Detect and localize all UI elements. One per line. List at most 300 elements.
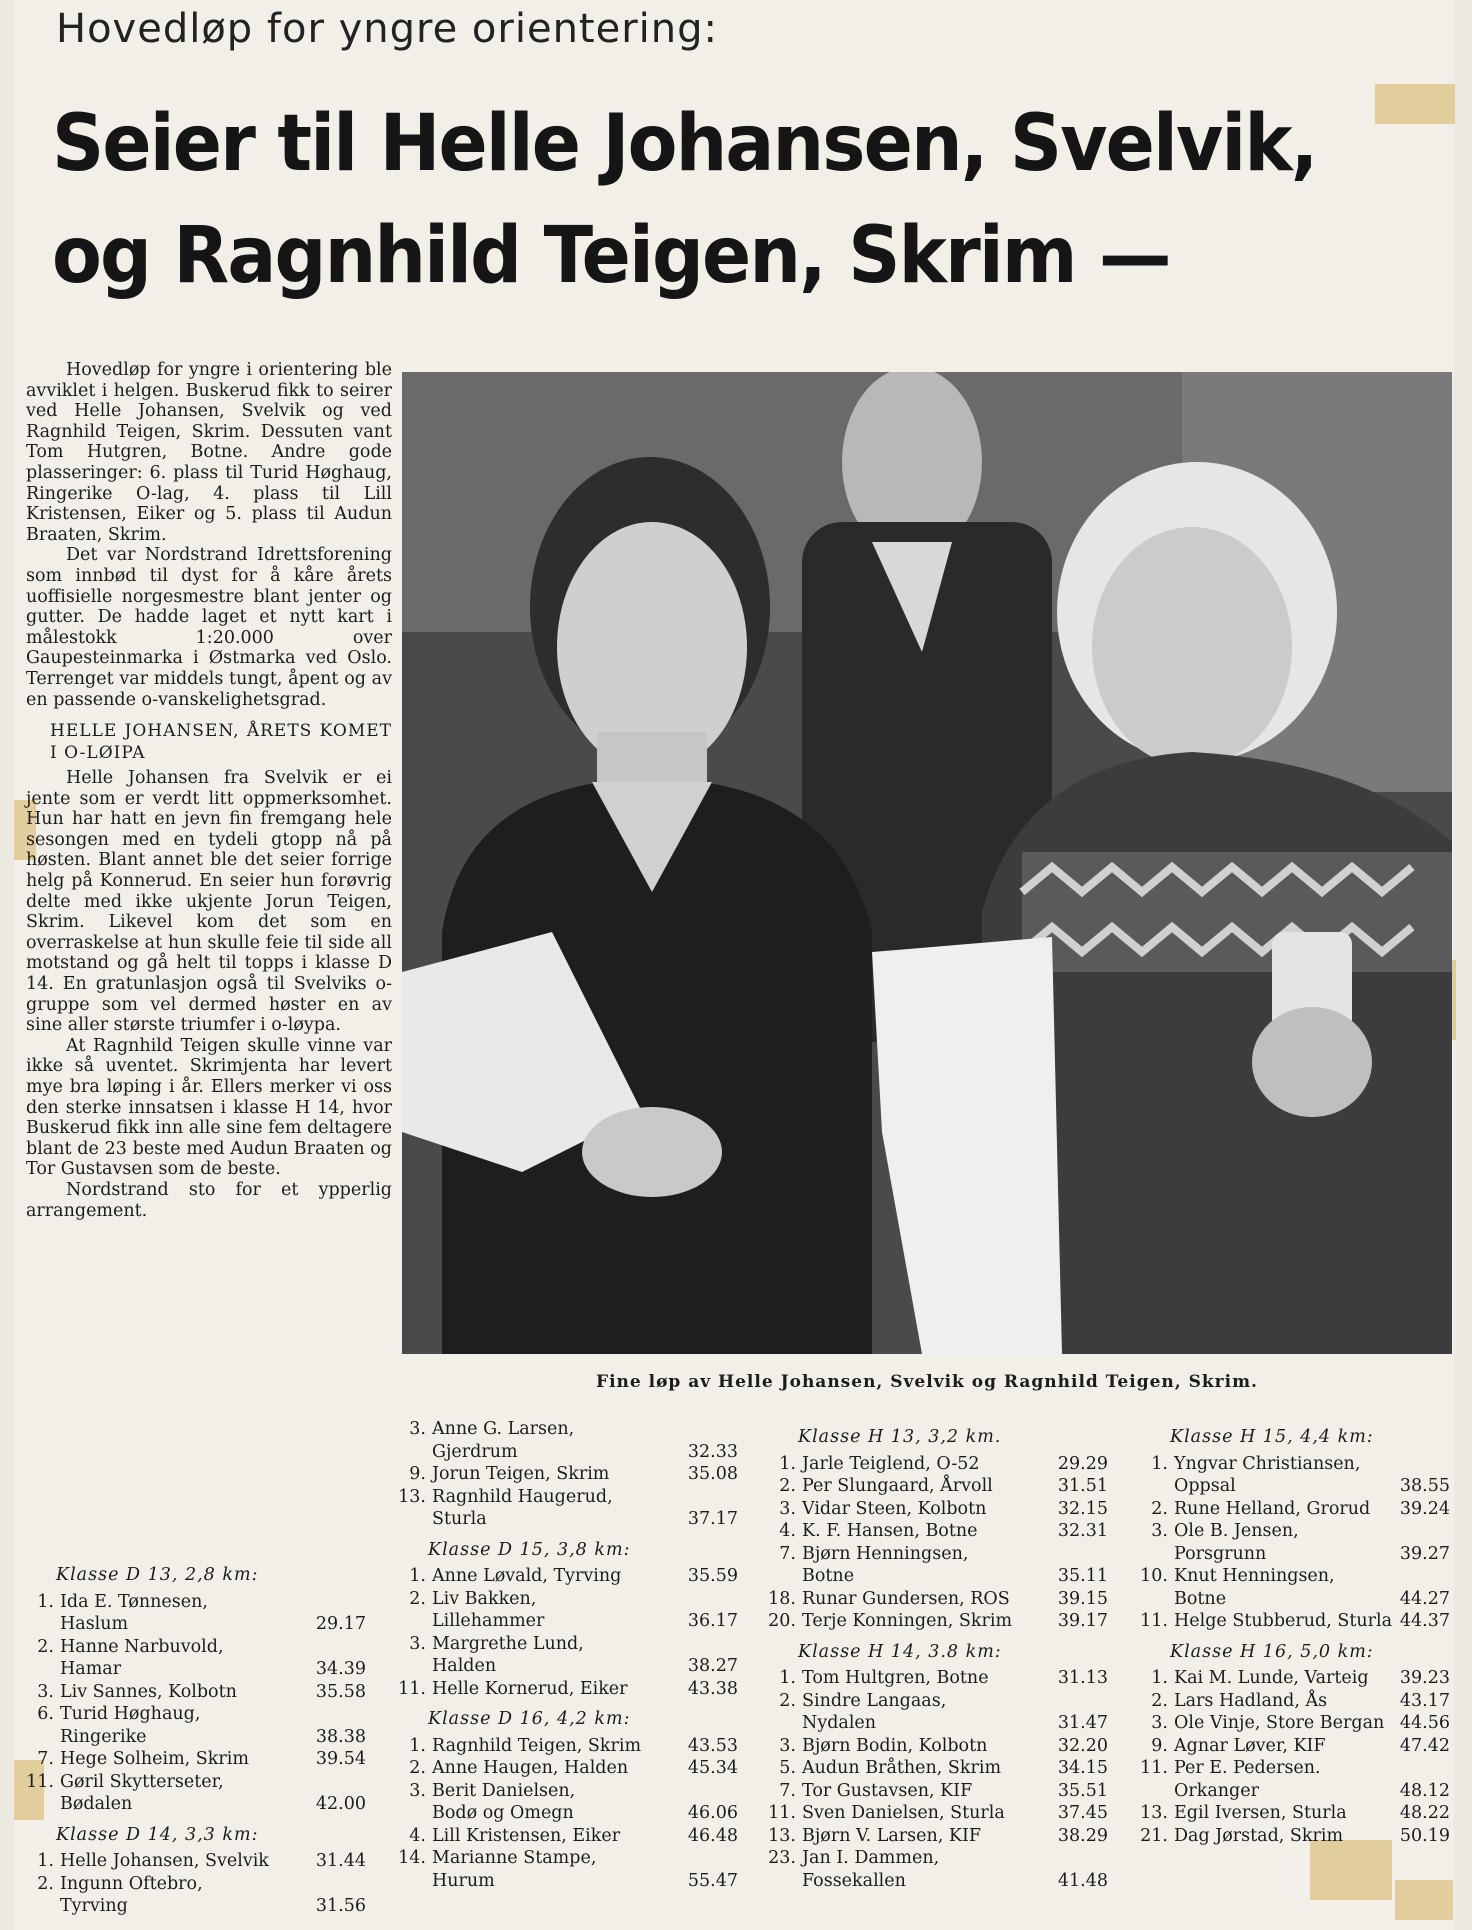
result-place: 3.: [409, 1633, 426, 1654]
photo-caption: Fine løp av Helle Johansen, Svelvik og Ragnhild Teigen, Skrim.: [596, 1372, 1258, 1392]
result-place-spacer: [1140, 1780, 1168, 1803]
result-row-continued: [26, 1658, 366, 1681]
result-row: [768, 1825, 1108, 1848]
result-row: [26, 1703, 366, 1726]
headline: [52, 88, 1316, 312]
result-entry: [398, 1418, 738, 1463]
result-place: 13.: [1140, 1803, 1168, 1823]
result-entry: [1140, 1802, 1450, 1825]
result-entry: [1140, 1498, 1450, 1521]
results-class-heading: Klasse H 13, 3,2 km.: [798, 1427, 1002, 1447]
result-time: [682, 1633, 738, 1656]
result-place-spacer: [398, 1441, 426, 1464]
result-name: Rune Helland, Grorud: [1174, 1498, 1371, 1519]
result-place: 1.: [37, 1591, 54, 1612]
result-club: Botne: [802, 1566, 855, 1586]
result-row-continued: [1140, 1475, 1450, 1498]
result-time: [1052, 1543, 1108, 1566]
result-time: 39.17: [1057, 1611, 1108, 1631]
results-class-heading: Klasse H 14, 3.8 km:: [798, 1641, 1002, 1662]
kicker: Hovedløp for yngre orientering:: [56, 6, 718, 52]
result-place: 1.: [1151, 1453, 1168, 1474]
headline-line-1: Seier til Helle Johansen, Svelvik,: [52, 99, 1317, 189]
result-time: 44.37: [1399, 1611, 1450, 1631]
result-place: 11.: [1140, 1611, 1168, 1631]
results-column-3: [768, 1418, 1108, 1892]
result-entry: [26, 1703, 366, 1748]
result-row: [1140, 1825, 1450, 1848]
result-name: Jorun Teigen, Skrim: [432, 1464, 610, 1484]
result-time: [682, 1418, 738, 1441]
result-club: Gjerdrum: [432, 1441, 518, 1462]
result-row: [768, 1780, 1108, 1803]
result-time: [682, 1486, 738, 1509]
result-time: [1394, 1453, 1450, 1476]
result-entry: [768, 1802, 1108, 1825]
result-place-spacer: [768, 1712, 796, 1735]
result-place: 4.: [409, 1825, 426, 1846]
result-time: 38.55: [1399, 1476, 1450, 1496]
result-row: [26, 1681, 366, 1704]
result-time: 38.38: [315, 1726, 366, 1747]
result-row: [26, 1591, 366, 1614]
result-row: [398, 1588, 738, 1611]
result-place: 1.: [37, 1851, 54, 1871]
result-entry: [1140, 1453, 1450, 1498]
result-entry: [26, 1850, 366, 1873]
result-place: 3.: [1151, 1713, 1168, 1733]
result-entry: [1140, 1690, 1450, 1713]
result-name: Marianne Stampe,: [432, 1848, 597, 1868]
result-time: 35.51: [1057, 1780, 1108, 1801]
result-name: Liv Bakken,: [432, 1588, 537, 1609]
result-time: [682, 1588, 738, 1611]
result-row: [1140, 1498, 1450, 1521]
result-row: [398, 1633, 738, 1656]
result-place-spacer: [26, 1895, 54, 1918]
result-time: 37.45: [1057, 1803, 1108, 1823]
result-entry: [398, 1735, 738, 1758]
result-entry: [768, 1498, 1108, 1521]
tape-strip: [1310, 1840, 1392, 1900]
result-row: [768, 1847, 1108, 1870]
result-entry: [1140, 1735, 1450, 1758]
result-row: [768, 1543, 1108, 1566]
result-entry: [398, 1463, 738, 1486]
result-time: 32.33: [687, 1441, 738, 1462]
result-name: Agnar Løver, KIF: [1174, 1735, 1326, 1756]
result-name: Bjørn Henningsen,: [802, 1543, 969, 1564]
result-time: 31.56: [315, 1896, 366, 1916]
result-place: 2.: [1151, 1498, 1168, 1519]
result-entry: [768, 1757, 1108, 1780]
result-time: 32.15: [1057, 1498, 1108, 1519]
result-time: 41.48: [1057, 1870, 1108, 1891]
result-row: [398, 1847, 738, 1870]
result-entry: [1140, 1520, 1450, 1565]
result-entry: [26, 1771, 366, 1816]
result-time: 32.31: [1057, 1521, 1108, 1541]
result-row: [768, 1588, 1108, 1611]
result-entry: [768, 1780, 1108, 1803]
result-time: 55.47: [687, 1870, 738, 1891]
result-time: [310, 1771, 366, 1794]
result-place: 11.: [1140, 1758, 1168, 1778]
results-class-heading: Klasse D 13, 2,8 km:: [56, 1565, 259, 1585]
result-entry: [398, 1757, 738, 1780]
results-class-heading: Klasse H 16, 5,0 km:: [1170, 1641, 1374, 1662]
result-entry: [26, 1681, 366, 1704]
result-place: 13.: [398, 1486, 426, 1507]
result-entry: [768, 1543, 1108, 1588]
result-club: Tyrving: [60, 1896, 128, 1916]
result-time: 47.42: [1399, 1735, 1450, 1756]
article-subhead: HELLE JOHANSEN, ÅRETS KOMET I O-LØIPA: [50, 721, 392, 764]
result-place: 7.: [779, 1780, 796, 1801]
result-place-spacer: [1140, 1543, 1168, 1566]
result-name: Ragnhild Teigen, Skrim: [432, 1735, 642, 1756]
result-time: 32.20: [1057, 1735, 1108, 1756]
result-time: 38.27: [687, 1656, 738, 1676]
article-paragraph: Helle Johansen fra Svelvik er ei jente som er verdt litt oppmerksomhet. Hun har hatt en jevn fin fremgang hele sesongen med en tydeli gtopp nå på høsten. Blant annet ble det seier forrige helg på Konnerud. En seier hun forøvrig delte med ikke ukjente Jorun Teigen, Skrim. Likevel kom det som en overraskelse at hun skulle feie til side all motstand og gå helt til topps i klasse D 14. En gratunlasjon også til Svelviks o-gruppe som vel dermed høster en av sine aller største triumfer i o-løypa.: [26, 768, 392, 1036]
result-place-spacer: [398, 1610, 426, 1633]
result-name: Per E. Pedersen.: [1174, 1758, 1321, 1778]
result-name: Audun Bråthen, Skrim: [802, 1758, 1002, 1778]
result-place: 11.: [398, 1678, 426, 1699]
result-entry: [768, 1520, 1108, 1543]
result-time: 37.17: [687, 1509, 738, 1529]
tape-strip: [1395, 1880, 1453, 1920]
result-row: [398, 1678, 738, 1701]
result-entry: [26, 1873, 366, 1918]
result-place: 14.: [398, 1848, 426, 1868]
result-place: 10.: [1140, 1566, 1168, 1586]
result-club: Halden: [432, 1656, 497, 1676]
results-class-heading: Klasse H 15, 4,4 km:: [1170, 1427, 1374, 1447]
result-name: Tom Hultgren, Botne: [802, 1668, 989, 1688]
result-club: Bodø og Omegn: [432, 1803, 574, 1823]
result-place: 1.: [779, 1453, 796, 1474]
result-time: 38.29: [1057, 1825, 1108, 1846]
result-row-continued: [398, 1610, 738, 1633]
result-row: [768, 1520, 1108, 1543]
result-time: [682, 1780, 738, 1803]
result-place: 2.: [37, 1873, 54, 1894]
result-name: Anne G. Larsen,: [432, 1419, 575, 1439]
result-club: Botne: [1174, 1588, 1227, 1609]
result-time: 35.08: [687, 1464, 738, 1484]
result-club: Oppsal: [1174, 1476, 1236, 1496]
result-place-spacer: [768, 1565, 796, 1588]
result-row: [1140, 1735, 1450, 1758]
result-name: Gøril Skytterseter,: [60, 1771, 224, 1792]
result-place: 5.: [779, 1758, 796, 1778]
result-time: 29.29: [1057, 1453, 1108, 1474]
result-place: 11.: [768, 1803, 796, 1823]
result-time: 50.19: [1399, 1825, 1450, 1846]
result-time: [682, 1847, 738, 1870]
result-club: Nydalen: [802, 1713, 877, 1733]
result-name: Anne Løvald, Tyrving: [432, 1566, 622, 1586]
result-time: 44.27: [1399, 1588, 1450, 1609]
result-entry: [768, 1667, 1108, 1690]
result-row-continued: [398, 1802, 738, 1825]
result-club: Ringerike: [60, 1726, 147, 1747]
result-row: [398, 1463, 738, 1486]
result-entry: [398, 1825, 738, 1848]
results-column-1: [26, 1556, 366, 1918]
result-club: Lillehammer: [432, 1611, 545, 1631]
result-name: Sven Danielsen, Sturla: [802, 1803, 1005, 1823]
result-entry: [26, 1636, 366, 1681]
result-name: Hege Solheim, Skrim: [60, 1749, 249, 1769]
article-paragraph: Hovedløp for yngre i orientering ble avviklet i helgen. Buskerud fikk to seirer ved Helle Johansen, Svelvik og ved Ragnhild Teigen, Skrim. Dessuten vant Tom Hutgren, Botne. Andre gode plasseringer: 6. plass til Turid Høghaug, Ringerike O-lag, 4. plass til Lill Kristensen, Eiker og 5. plass til Audun Braaten, Skrim.: [26, 360, 392, 545]
result-time: 34.15: [1057, 1758, 1108, 1778]
result-entry: [768, 1475, 1108, 1498]
result-name: Helge Stubberud, Sturla: [1174, 1611, 1393, 1631]
result-entry: [768, 1690, 1108, 1735]
result-name: Sindre Langaas,: [802, 1690, 947, 1711]
result-place: 4.: [779, 1521, 796, 1541]
results-class-heading: Klasse D 14, 3,3 km:: [56, 1824, 259, 1845]
result-name: Hanne Narbuvold,: [60, 1636, 224, 1657]
result-place: 3.: [409, 1780, 426, 1801]
result-name: Ida E. Tønnesen,: [60, 1591, 208, 1612]
article-paragraph: Nordstrand sto for et ypperlig arrangement.: [26, 1179, 392, 1221]
result-place-spacer: [1140, 1475, 1168, 1498]
result-time: 46.06: [687, 1803, 738, 1823]
result-place: 2.: [37, 1636, 54, 1657]
result-row: [768, 1453, 1108, 1476]
result-place: 1.: [779, 1668, 796, 1688]
result-row: [398, 1565, 738, 1588]
result-row: [1140, 1520, 1450, 1543]
result-place: 3.: [37, 1681, 54, 1702]
result-name: Ragnhild Haugerud,: [432, 1486, 613, 1507]
result-row-continued: [1140, 1588, 1450, 1611]
result-name: Runar Gundersen, ROS: [802, 1588, 1010, 1609]
result-row-continued: [768, 1565, 1108, 1588]
result-name: Jan I. Dammen,: [802, 1848, 940, 1868]
result-time: [310, 1591, 366, 1614]
result-row: [26, 1850, 366, 1873]
result-place-spacer: [26, 1658, 54, 1681]
result-time: 35.11: [1057, 1566, 1108, 1586]
article-body: [26, 360, 392, 1221]
result-time: 48.22: [1399, 1803, 1450, 1823]
result-place-spacer: [398, 1508, 426, 1531]
result-time: 35.59: [687, 1566, 738, 1586]
result-row-continued: [26, 1895, 366, 1918]
result-place: 3.: [779, 1735, 796, 1756]
article-paragraph: At Ragnhild Teigen skulle vinne var ikke så uventet. Skrimjenta har levert mye bra løping i år. Ellers merker vi oss den sterke innsatsen i klasse H 14, hvor Buskerud fikk inn alle sine fem deltagere blant de 23 beste med Audun Braaten og Tor Gustavsen som de beste.: [26, 1035, 392, 1180]
result-time: [310, 1636, 366, 1659]
result-time: 36.17: [687, 1611, 738, 1631]
news-photo: [402, 372, 1452, 1354]
result-row-continued: [398, 1655, 738, 1678]
result-name: Yngvar Christiansen,: [1174, 1453, 1361, 1474]
result-row: [768, 1475, 1108, 1498]
result-row-continued: [398, 1508, 738, 1531]
result-row: [26, 1771, 366, 1794]
result-place: 9.: [409, 1464, 426, 1484]
result-time: 39.54: [315, 1749, 366, 1769]
result-entry: [768, 1588, 1108, 1611]
result-name: Bjørn Bodin, Kolbotn: [802, 1735, 988, 1756]
result-name: Egil Iversen, Sturla: [1174, 1803, 1347, 1823]
result-entry: [768, 1453, 1108, 1476]
result-time: 43.53: [687, 1735, 738, 1756]
result-place: 11.: [26, 1771, 54, 1792]
result-time: 35.58: [315, 1681, 366, 1702]
result-row: [1140, 1565, 1450, 1588]
result-row-continued: [26, 1793, 366, 1816]
result-time: 44.56: [1399, 1713, 1450, 1733]
result-row: [398, 1486, 738, 1509]
result-club: Porsgrunn: [1174, 1543, 1267, 1564]
result-place: 2.: [779, 1690, 796, 1711]
result-row: [1140, 1712, 1450, 1735]
result-place-spacer: [26, 1726, 54, 1749]
result-place: 7.: [37, 1749, 54, 1769]
result-time: 39.23: [1399, 1668, 1450, 1688]
result-entry: [398, 1780, 738, 1825]
result-row-continued: [26, 1613, 366, 1636]
result-entry: [26, 1748, 366, 1771]
results-column-2: [398, 1418, 738, 1892]
result-place: 3.: [779, 1498, 796, 1519]
result-time: [1052, 1847, 1108, 1870]
result-club: Fossekallen: [802, 1870, 906, 1891]
result-name: Margrethe Lund,: [432, 1633, 584, 1654]
result-entry: [1140, 1667, 1450, 1690]
result-place: 2.: [409, 1758, 426, 1778]
result-name: Knut Henningsen,: [1174, 1566, 1335, 1586]
result-place: 1.: [1151, 1668, 1168, 1688]
result-club: Haslum: [60, 1614, 129, 1634]
result-name: Per Slungaard, Årvoll: [802, 1476, 993, 1496]
result-name: Dag Jørstad, Skrim: [1174, 1825, 1344, 1846]
result-time: 39.24: [1399, 1498, 1450, 1519]
result-time: 34.39: [315, 1659, 366, 1679]
result-row: [768, 1610, 1108, 1633]
result-name: Kai M. Lunde, Varteig: [1174, 1668, 1369, 1688]
result-name: Vidar Steen, Kolbotn: [802, 1498, 987, 1519]
result-name: Ole Vinje, Store Bergan: [1174, 1713, 1385, 1733]
result-time: 39.27: [1399, 1543, 1450, 1564]
result-row-continued: [1140, 1543, 1450, 1566]
result-entry: [768, 1825, 1108, 1848]
result-entry: [1140, 1610, 1450, 1633]
result-name: K. F. Hansen, Botne: [802, 1521, 978, 1541]
result-time: 31.13: [1057, 1668, 1108, 1688]
result-place-spacer: [26, 1793, 54, 1816]
result-row: [768, 1498, 1108, 1521]
result-place-spacer: [398, 1655, 426, 1678]
result-name: Tor Gustavsen, KIF: [802, 1780, 973, 1801]
result-row-continued: [398, 1870, 738, 1893]
result-name: Helle Kornerud, Eiker: [432, 1678, 628, 1699]
article-paragraph: Det var Nordstrand Idrettsforening som innbød til dyst for å kåre årets uoffisielle norgesmestre blant jenter og gutter. De hadde laget et nytt kart i målestokk 1:20.000 over Gaupesteinmarka i Østmarka ved Oslo. Terrenget var middels tungt, åpent og av en passende o-vanskelighetsgrad.: [26, 545, 392, 710]
result-time: [1052, 1690, 1108, 1713]
result-entry: [768, 1610, 1108, 1633]
result-time: [1394, 1520, 1450, 1543]
result-club: Hamar: [60, 1659, 122, 1679]
result-place: 13.: [768, 1825, 796, 1846]
result-row: [768, 1690, 1108, 1713]
result-entry: [1140, 1565, 1450, 1610]
result-entry: [1140, 1757, 1450, 1802]
result-row: [1140, 1690, 1450, 1713]
result-time: [310, 1873, 366, 1896]
result-entry: [1140, 1712, 1450, 1735]
result-row: [398, 1780, 738, 1803]
result-row: [768, 1667, 1108, 1690]
result-club: Hurum: [432, 1870, 495, 1891]
result-name: Lill Kristensen, Eiker: [432, 1825, 621, 1846]
result-row-continued: [768, 1712, 1108, 1735]
result-row: [398, 1418, 738, 1441]
result-time: 29.17: [315, 1614, 366, 1634]
result-entry: [398, 1565, 738, 1588]
result-time: [310, 1703, 366, 1726]
result-row-continued: [768, 1870, 1108, 1893]
result-time: 42.00: [315, 1794, 366, 1814]
result-place-spacer: [398, 1870, 426, 1893]
result-club: Sturla: [432, 1509, 487, 1529]
result-entry: [398, 1588, 738, 1633]
result-name: Jarle Teiglend, O-52: [802, 1453, 980, 1474]
result-entry: [398, 1847, 738, 1892]
result-place-spacer: [768, 1870, 796, 1893]
result-place: 2.: [1151, 1690, 1168, 1711]
result-club: Bødalen: [60, 1794, 133, 1814]
result-name: Liv Sannes, Kolbotn: [60, 1681, 237, 1702]
result-place-spacer: [26, 1613, 54, 1636]
result-row: [398, 1757, 738, 1780]
result-time: [1394, 1757, 1450, 1780]
result-place: 3.: [409, 1419, 426, 1439]
result-name: Anne Haugen, Halden: [432, 1758, 629, 1778]
result-entry: [398, 1678, 738, 1701]
result-row: [398, 1735, 738, 1758]
tape-strip: [1375, 84, 1455, 124]
result-time: [1394, 1565, 1450, 1588]
result-row: [768, 1735, 1108, 1758]
result-name: Lars Hadland, Ås: [1174, 1690, 1328, 1711]
result-club: Orkanger: [1174, 1780, 1259, 1801]
result-entry: [768, 1847, 1108, 1892]
result-place: 3.: [1151, 1521, 1168, 1541]
result-row-continued: [26, 1726, 366, 1749]
result-row: [1140, 1667, 1450, 1690]
result-name: Turid Høghaug,: [60, 1704, 201, 1724]
result-row-continued: [398, 1441, 738, 1464]
result-time: 46.48: [687, 1825, 738, 1846]
result-row: [768, 1757, 1108, 1780]
result-place: 2.: [779, 1476, 796, 1496]
result-time: 31.51: [1057, 1476, 1108, 1496]
result-place: 7.: [779, 1543, 796, 1564]
results-class-heading: Klasse D 15, 3,8 km:: [428, 1539, 631, 1560]
result-row: [1140, 1453, 1450, 1476]
result-row: [26, 1873, 366, 1896]
result-row-continued: [1140, 1780, 1450, 1803]
result-place: 23.: [768, 1848, 796, 1868]
result-entry: [398, 1486, 738, 1531]
result-row: [26, 1748, 366, 1771]
result-name: Bjørn V. Larsen, KIF: [802, 1825, 982, 1846]
